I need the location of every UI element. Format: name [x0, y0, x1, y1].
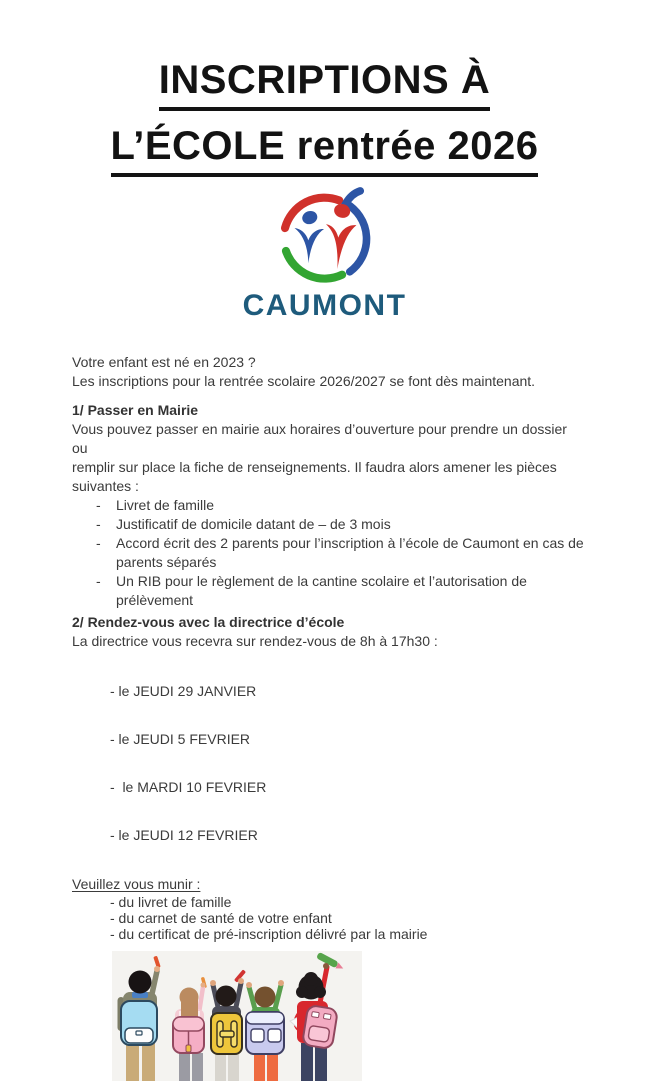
appointment-dates-list	[110, 651, 584, 875]
list-item-text	[116, 515, 584, 534]
title-text-2: L’ÉCOLE rentrée 2026	[111, 122, 539, 177]
section2-heading: 2/ Rendez-vous avec la directrice d’école	[72, 614, 345, 630]
documents-list	[72, 496, 584, 610]
munir-line: - du carnet de santé de votre enfant	[110, 910, 332, 926]
dash-bullet-icon: -	[96, 535, 101, 551]
section1-paragraph	[72, 420, 584, 496]
list-item-text	[116, 572, 584, 610]
intro-line: Votre enfant est né en 2023 ?	[72, 354, 256, 370]
list-item-line: Accord écrit des 2 parents pour l’inscription à l’école de Caumont en cas de	[116, 535, 584, 551]
section1-heading: 1/ Passer en Mairie	[72, 402, 199, 418]
dash-bullet-icon: -	[96, 497, 101, 513]
munir-list	[110, 894, 584, 942]
list-item	[72, 534, 584, 572]
caumont-circle-two-figures-icon	[250, 189, 400, 289]
date-line: - le JEUDI 5 FEVRIER	[110, 731, 251, 747]
date-line: - le MARDI 10 FEVRIER	[110, 779, 267, 795]
flyer-page	[0, 56, 649, 973]
paragraph-line: Vous pouvez passer en mairie aux horaires d’ouverture pour prendre un dossier ou	[72, 421, 567, 456]
page-title	[0, 56, 649, 177]
paragraph-line: suivantes :	[72, 478, 139, 494]
list-item-line: parents séparés	[116, 554, 217, 570]
paragraph-line: remplir sur place la fiche de renseignements. Il faudra alors amener les pièces	[72, 459, 557, 475]
intro-paragraph	[72, 353, 584, 391]
date-line: - le JEUDI 12 FEVRIER	[110, 827, 258, 843]
munir-heading: Veuillez vous munir :	[72, 876, 201, 892]
children-with-cartoon-backpacks-icon	[112, 951, 362, 1081]
title-line-1	[0, 56, 649, 111]
caumont-logo	[0, 189, 649, 323]
title-line-2	[0, 122, 649, 177]
list-item	[72, 572, 584, 610]
document-body	[72, 353, 584, 942]
dash-bullet-icon: -	[96, 573, 101, 589]
list-item	[72, 515, 584, 534]
children-with-backpacks-photo	[112, 951, 362, 1081]
munir-line: - du certificat de pré-inscription délivré par la mairie	[110, 926, 428, 942]
list-item-text	[116, 496, 584, 515]
caumont-wordmark: CAUMONT	[242, 289, 407, 322]
section2-intro: La directrice vous recevra sur rendez-vous de 8h à 17h30 :	[72, 633, 438, 649]
list-item-line: Justificatif de domicile datant de – de 3 mois	[116, 516, 391, 532]
list-item-line: prélèvement	[116, 592, 194, 608]
list-item	[72, 496, 584, 515]
munir-line: - du livret de famille	[110, 894, 232, 910]
list-item-text	[116, 534, 584, 572]
list-item-line: Livret de famille	[116, 497, 215, 513]
title-text-1: INSCRIPTIONS À	[159, 56, 490, 111]
dash-bullet-icon: -	[96, 516, 101, 532]
intro-line: Les inscriptions pour la rentrée scolaire 2026/2027 se font dès maintenant.	[72, 373, 536, 389]
list-item-line: Un RIB pour le règlement de la cantine scolaire et l’autorisation de	[116, 573, 527, 589]
date-line: - le JEUDI 29 JANVIER	[110, 683, 257, 699]
